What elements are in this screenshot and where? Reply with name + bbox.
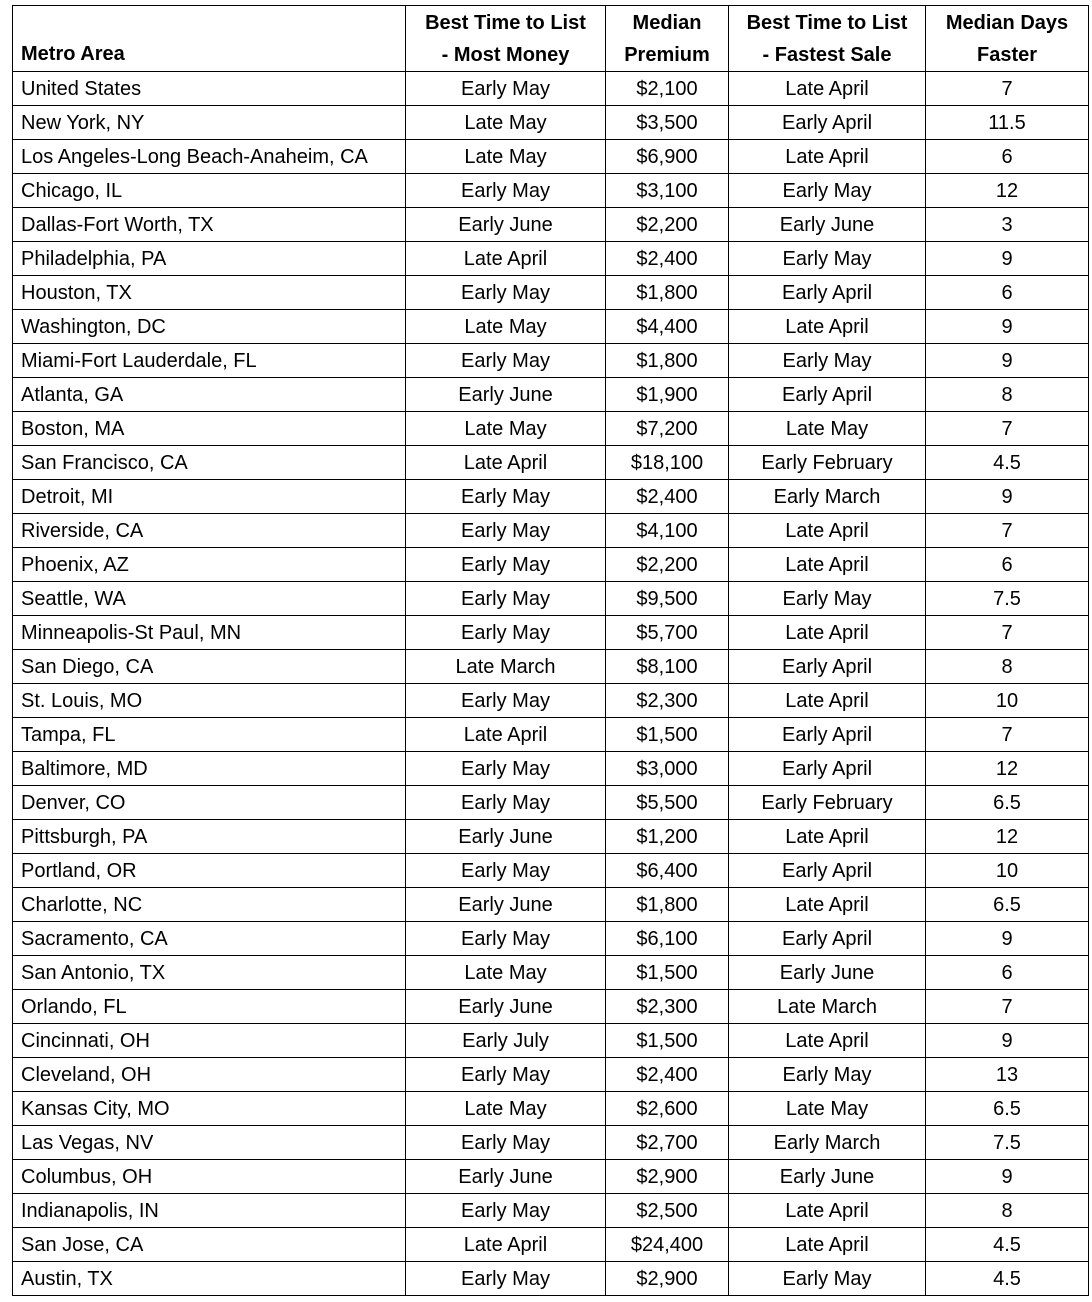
most-money-time-cell: Early May: [406, 786, 606, 820]
header-most-money-line1: Best Time to List: [425, 12, 586, 34]
fastest-sale-time-cell: Late May: [729, 1092, 926, 1126]
most-money-time-cell: Early June: [406, 1160, 606, 1194]
metro-area-cell: Pittsburgh, PA: [13, 820, 406, 854]
median-premium-cell: $2,300: [606, 990, 729, 1024]
table-row: [13, 1126, 1089, 1160]
header-fastest-line1: Best Time to List: [746, 12, 908, 34]
fastest-sale-time-cell: Early June: [729, 956, 926, 990]
median-premium-cell: $2,900: [606, 1160, 729, 1194]
metro-area-cell: San Antonio, TX: [13, 956, 406, 990]
most-money-time-cell: Early July: [406, 1024, 606, 1058]
table-row: [13, 72, 1089, 106]
median-premium-cell: $5,700: [606, 616, 729, 650]
table-row: [13, 956, 1089, 990]
metro-area-cell: Las Vegas, NV: [13, 1126, 406, 1160]
median-premium-cell: $24,400: [606, 1228, 729, 1262]
median-days-faster-cell: 9: [926, 310, 1089, 344]
median-days-faster-cell: 8: [926, 1194, 1089, 1228]
fastest-sale-time-cell: Early February: [729, 446, 926, 480]
median-premium-cell: $2,400: [606, 480, 729, 514]
metro-area-cell: Philadelphia, PA: [13, 242, 406, 276]
table-row: [13, 752, 1089, 786]
median-premium-cell: $3,500: [606, 106, 729, 140]
header-metro-label: Metro Area: [21, 43, 125, 65]
fastest-sale-time-cell: Late April: [729, 310, 926, 344]
metro-area-cell: St. Louis, MO: [13, 684, 406, 718]
median-premium-cell: $5,500: [606, 786, 729, 820]
median-days-faster-cell: 7.5: [926, 1126, 1089, 1160]
metro-area-cell: Dallas-Fort Worth, TX: [13, 208, 406, 242]
metro-area-cell: Portland, OR: [13, 854, 406, 888]
most-money-time-cell: Early June: [406, 208, 606, 242]
median-days-faster-cell: 6: [926, 548, 1089, 582]
metro-area-cell: Tampa, FL: [13, 718, 406, 752]
median-premium-cell: $9,500: [606, 582, 729, 616]
most-money-time-cell: Early May: [406, 72, 606, 106]
most-money-time-cell: Late April: [406, 446, 606, 480]
most-money-time-cell: Early June: [406, 888, 606, 922]
metro-area-cell: United States: [13, 72, 406, 106]
median-premium-cell: $2,400: [606, 242, 729, 276]
fastest-sale-time-cell: Late April: [729, 1228, 926, 1262]
most-money-time-cell: Early May: [406, 922, 606, 956]
fastest-sale-time-cell: Early April: [729, 276, 926, 310]
fastest-sale-time-cell: Early April: [729, 854, 926, 888]
fastest-sale-time-cell: Early April: [729, 378, 926, 412]
fastest-sale-time-cell: Early April: [729, 106, 926, 140]
metro-area-cell: Sacramento, CA: [13, 922, 406, 956]
table-row: [13, 208, 1089, 242]
most-money-time-cell: Early May: [406, 1194, 606, 1228]
metro-area-cell: Orlando, FL: [13, 990, 406, 1024]
fastest-sale-time-cell: Late April: [729, 1194, 926, 1228]
most-money-time-cell: Early May: [406, 752, 606, 786]
table-row: [13, 888, 1089, 922]
median-days-faster-cell: 7: [926, 412, 1089, 446]
header-best-time-fastest-sale: [729, 6, 926, 72]
most-money-time-cell: Early May: [406, 1058, 606, 1092]
metro-area-cell: San Jose, CA: [13, 1228, 406, 1262]
metro-area-cell: Chicago, IL: [13, 174, 406, 208]
median-days-faster-cell: 11.5: [926, 106, 1089, 140]
most-money-time-cell: Early May: [406, 344, 606, 378]
median-premium-cell: $2,100: [606, 72, 729, 106]
most-money-time-cell: Late April: [406, 718, 606, 752]
fastest-sale-time-cell: Early March: [729, 1126, 926, 1160]
most-money-time-cell: Early May: [406, 548, 606, 582]
median-premium-cell: $1,800: [606, 276, 729, 310]
header-median-days-faster: [926, 6, 1089, 72]
fastest-sale-time-cell: Late April: [729, 548, 926, 582]
header-premium-line1: Median: [632, 12, 702, 34]
metro-area-cell: San Francisco, CA: [13, 446, 406, 480]
median-premium-cell: $1,200: [606, 820, 729, 854]
most-money-time-cell: Early May: [406, 582, 606, 616]
most-money-time-cell: Late March: [406, 650, 606, 684]
table-row: [13, 786, 1089, 820]
median-days-faster-cell: 8: [926, 378, 1089, 412]
median-premium-cell: $18,100: [606, 446, 729, 480]
fastest-sale-time-cell: Late April: [729, 820, 926, 854]
table-row: [13, 140, 1089, 174]
fastest-sale-time-cell: Early March: [729, 480, 926, 514]
metro-area-cell: Denver, CO: [13, 786, 406, 820]
metro-area-cell: Houston, TX: [13, 276, 406, 310]
median-premium-cell: $2,900: [606, 1262, 729, 1296]
fastest-sale-time-cell: Late April: [729, 140, 926, 174]
table-row: [13, 412, 1089, 446]
most-money-time-cell: Late May: [406, 1092, 606, 1126]
most-money-time-cell: Early June: [406, 990, 606, 1024]
most-money-time-cell: Early May: [406, 480, 606, 514]
metro-area-cell: Detroit, MI: [13, 480, 406, 514]
header-days-line2: Faster: [976, 44, 1038, 66]
most-money-time-cell: Late April: [406, 1228, 606, 1262]
metro-area-cell: Cleveland, OH: [13, 1058, 406, 1092]
header-best-time-most-money: [406, 6, 606, 72]
median-premium-cell: $3,000: [606, 752, 729, 786]
fastest-sale-time-cell: Early May: [729, 174, 926, 208]
table-row: [13, 446, 1089, 480]
fastest-sale-time-cell: Early June: [729, 208, 926, 242]
header-fastest-line2: - Fastest Sale: [762, 44, 892, 66]
most-money-time-cell: Early May: [406, 616, 606, 650]
median-days-faster-cell: 9: [926, 344, 1089, 378]
median-days-faster-cell: 12: [926, 820, 1089, 854]
fastest-sale-time-cell: Late April: [729, 616, 926, 650]
fastest-sale-time-cell: Late May: [729, 412, 926, 446]
median-premium-cell: $6,900: [606, 140, 729, 174]
median-days-faster-cell: 4.5: [926, 1228, 1089, 1262]
metro-area-cell: Los Angeles-Long Beach-Anaheim, CA: [13, 140, 406, 174]
table-row: [13, 990, 1089, 1024]
table-body: [13, 72, 1089, 1296]
metro-area-cell: Atlanta, GA: [13, 378, 406, 412]
metro-listing-table: [12, 5, 1089, 1296]
median-days-faster-cell: 7: [926, 990, 1089, 1024]
table-row: [13, 1092, 1089, 1126]
most-money-time-cell: Early June: [406, 820, 606, 854]
median-days-faster-cell: 9: [926, 480, 1089, 514]
fastest-sale-time-cell: Early May: [729, 582, 926, 616]
table-row: [13, 922, 1089, 956]
metro-area-cell: Austin, TX: [13, 1262, 406, 1296]
fastest-sale-time-cell: Late March: [729, 990, 926, 1024]
median-days-faster-cell: 6.5: [926, 1092, 1089, 1126]
most-money-time-cell: Late May: [406, 106, 606, 140]
fastest-sale-time-cell: Late April: [729, 888, 926, 922]
median-days-faster-cell: 9: [926, 922, 1089, 956]
most-money-time-cell: Late May: [406, 412, 606, 446]
median-days-faster-cell: 7: [926, 514, 1089, 548]
most-money-time-cell: Early June: [406, 378, 606, 412]
metro-area-cell: Boston, MA: [13, 412, 406, 446]
table-row: [13, 378, 1089, 412]
table-row: [13, 1228, 1089, 1262]
fastest-sale-time-cell: Late April: [729, 514, 926, 548]
median-premium-cell: $2,200: [606, 208, 729, 242]
most-money-time-cell: Early May: [406, 1262, 606, 1296]
median-premium-cell: $6,100: [606, 922, 729, 956]
most-money-time-cell: Early May: [406, 174, 606, 208]
median-premium-cell: $1,900: [606, 378, 729, 412]
metro-area-cell: Columbus, OH: [13, 1160, 406, 1194]
table-row: [13, 1160, 1089, 1194]
median-premium-cell: $2,400: [606, 1058, 729, 1092]
fastest-sale-time-cell: Early February: [729, 786, 926, 820]
table-row: [13, 582, 1089, 616]
median-premium-cell: $8,100: [606, 650, 729, 684]
median-premium-cell: $1,500: [606, 718, 729, 752]
median-premium-cell: $2,500: [606, 1194, 729, 1228]
fastest-sale-time-cell: Early April: [729, 922, 926, 956]
median-days-faster-cell: 9: [926, 242, 1089, 276]
median-premium-cell: $3,100: [606, 174, 729, 208]
median-days-faster-cell: 3: [926, 208, 1089, 242]
fastest-sale-time-cell: Early April: [729, 752, 926, 786]
median-premium-cell: $1,500: [606, 1024, 729, 1058]
most-money-time-cell: Early May: [406, 854, 606, 888]
median-days-faster-cell: 4.5: [926, 1262, 1089, 1296]
metro-area-cell: Riverside, CA: [13, 514, 406, 548]
fastest-sale-time-cell: Early April: [729, 650, 926, 684]
most-money-time-cell: Late May: [406, 956, 606, 990]
median-premium-cell: $1,500: [606, 956, 729, 990]
median-premium-cell: $2,700: [606, 1126, 729, 1160]
median-premium-cell: $1,800: [606, 344, 729, 378]
median-days-faster-cell: 7: [926, 718, 1089, 752]
median-premium-cell: $2,200: [606, 548, 729, 582]
metro-area-cell: Charlotte, NC: [13, 888, 406, 922]
median-premium-cell: $4,100: [606, 514, 729, 548]
table-row: [13, 1262, 1089, 1296]
metro-area-cell: Seattle, WA: [13, 582, 406, 616]
median-days-faster-cell: 6.5: [926, 786, 1089, 820]
metro-area-cell: Indianapolis, IN: [13, 1194, 406, 1228]
median-premium-cell: $2,300: [606, 684, 729, 718]
median-days-faster-cell: 4.5: [926, 446, 1089, 480]
table-row: [13, 106, 1089, 140]
median-days-faster-cell: 13: [926, 1058, 1089, 1092]
median-days-faster-cell: 9: [926, 1160, 1089, 1194]
most-money-time-cell: Late April: [406, 242, 606, 276]
table-row: [13, 854, 1089, 888]
most-money-time-cell: Early May: [406, 276, 606, 310]
median-days-faster-cell: 7.5: [926, 582, 1089, 616]
table-row: [13, 276, 1089, 310]
table-row: [13, 820, 1089, 854]
median-days-faster-cell: 8: [926, 650, 1089, 684]
fastest-sale-time-cell: Late April: [729, 1024, 926, 1058]
metro-area-cell: Phoenix, AZ: [13, 548, 406, 582]
median-days-faster-cell: 10: [926, 684, 1089, 718]
median-days-faster-cell: 7: [926, 72, 1089, 106]
median-days-faster-cell: 12: [926, 174, 1089, 208]
table-header: [13, 6, 1089, 72]
fastest-sale-time-cell: Late April: [729, 684, 926, 718]
table-row: [13, 344, 1089, 378]
fastest-sale-time-cell: Early April: [729, 718, 926, 752]
median-days-faster-cell: 6: [926, 140, 1089, 174]
table-row: [13, 650, 1089, 684]
most-money-time-cell: Early May: [406, 1126, 606, 1160]
header-metro-area: [13, 6, 406, 72]
table-row: [13, 616, 1089, 650]
median-premium-cell: $4,400: [606, 310, 729, 344]
median-days-faster-cell: 12: [926, 752, 1089, 786]
metro-area-cell: Washington, DC: [13, 310, 406, 344]
median-premium-cell: $7,200: [606, 412, 729, 446]
table-row: [13, 1194, 1089, 1228]
median-days-faster-cell: 9: [926, 1024, 1089, 1058]
fastest-sale-time-cell: Late April: [729, 72, 926, 106]
table-row: [13, 174, 1089, 208]
table-row: [13, 310, 1089, 344]
median-premium-cell: $1,800: [606, 888, 729, 922]
header-days-line1: Median Days: [945, 12, 1069, 34]
metro-area-cell: New York, NY: [13, 106, 406, 140]
median-days-faster-cell: 10: [926, 854, 1089, 888]
fastest-sale-time-cell: Early May: [729, 242, 926, 276]
median-premium-cell: $2,600: [606, 1092, 729, 1126]
most-money-time-cell: Early May: [406, 684, 606, 718]
median-premium-cell: $6,400: [606, 854, 729, 888]
fastest-sale-time-cell: Early May: [729, 344, 926, 378]
metro-area-cell: San Diego, CA: [13, 650, 406, 684]
metro-area-cell: Miami-Fort Lauderdale, FL: [13, 344, 406, 378]
metro-area-cell: Minneapolis-St Paul, MN: [13, 616, 406, 650]
metro-area-cell: Baltimore, MD: [13, 752, 406, 786]
median-days-faster-cell: 6.5: [926, 888, 1089, 922]
metro-area-cell: Kansas City, MO: [13, 1092, 406, 1126]
fastest-sale-time-cell: Early June: [729, 1160, 926, 1194]
table-row: [13, 684, 1089, 718]
header-premium-line2: Premium: [624, 44, 710, 66]
table-row: [13, 1024, 1089, 1058]
median-days-faster-cell: 6: [926, 276, 1089, 310]
header-row: [13, 6, 1089, 72]
median-days-faster-cell: 6: [926, 956, 1089, 990]
table-row: [13, 1058, 1089, 1092]
most-money-time-cell: Late May: [406, 310, 606, 344]
table-row: [13, 718, 1089, 752]
fastest-sale-time-cell: Early May: [729, 1058, 926, 1092]
header-median-premium: [606, 6, 729, 72]
most-money-time-cell: Early May: [406, 514, 606, 548]
metro-area-cell: Cincinnati, OH: [13, 1024, 406, 1058]
header-most-money-line2: - Most Money: [441, 44, 570, 66]
table-row: [13, 514, 1089, 548]
table-row: [13, 548, 1089, 582]
table-row: [13, 480, 1089, 514]
most-money-time-cell: Late May: [406, 140, 606, 174]
table-row: [13, 242, 1089, 276]
fastest-sale-time-cell: Early May: [729, 1262, 926, 1296]
median-days-faster-cell: 7: [926, 616, 1089, 650]
